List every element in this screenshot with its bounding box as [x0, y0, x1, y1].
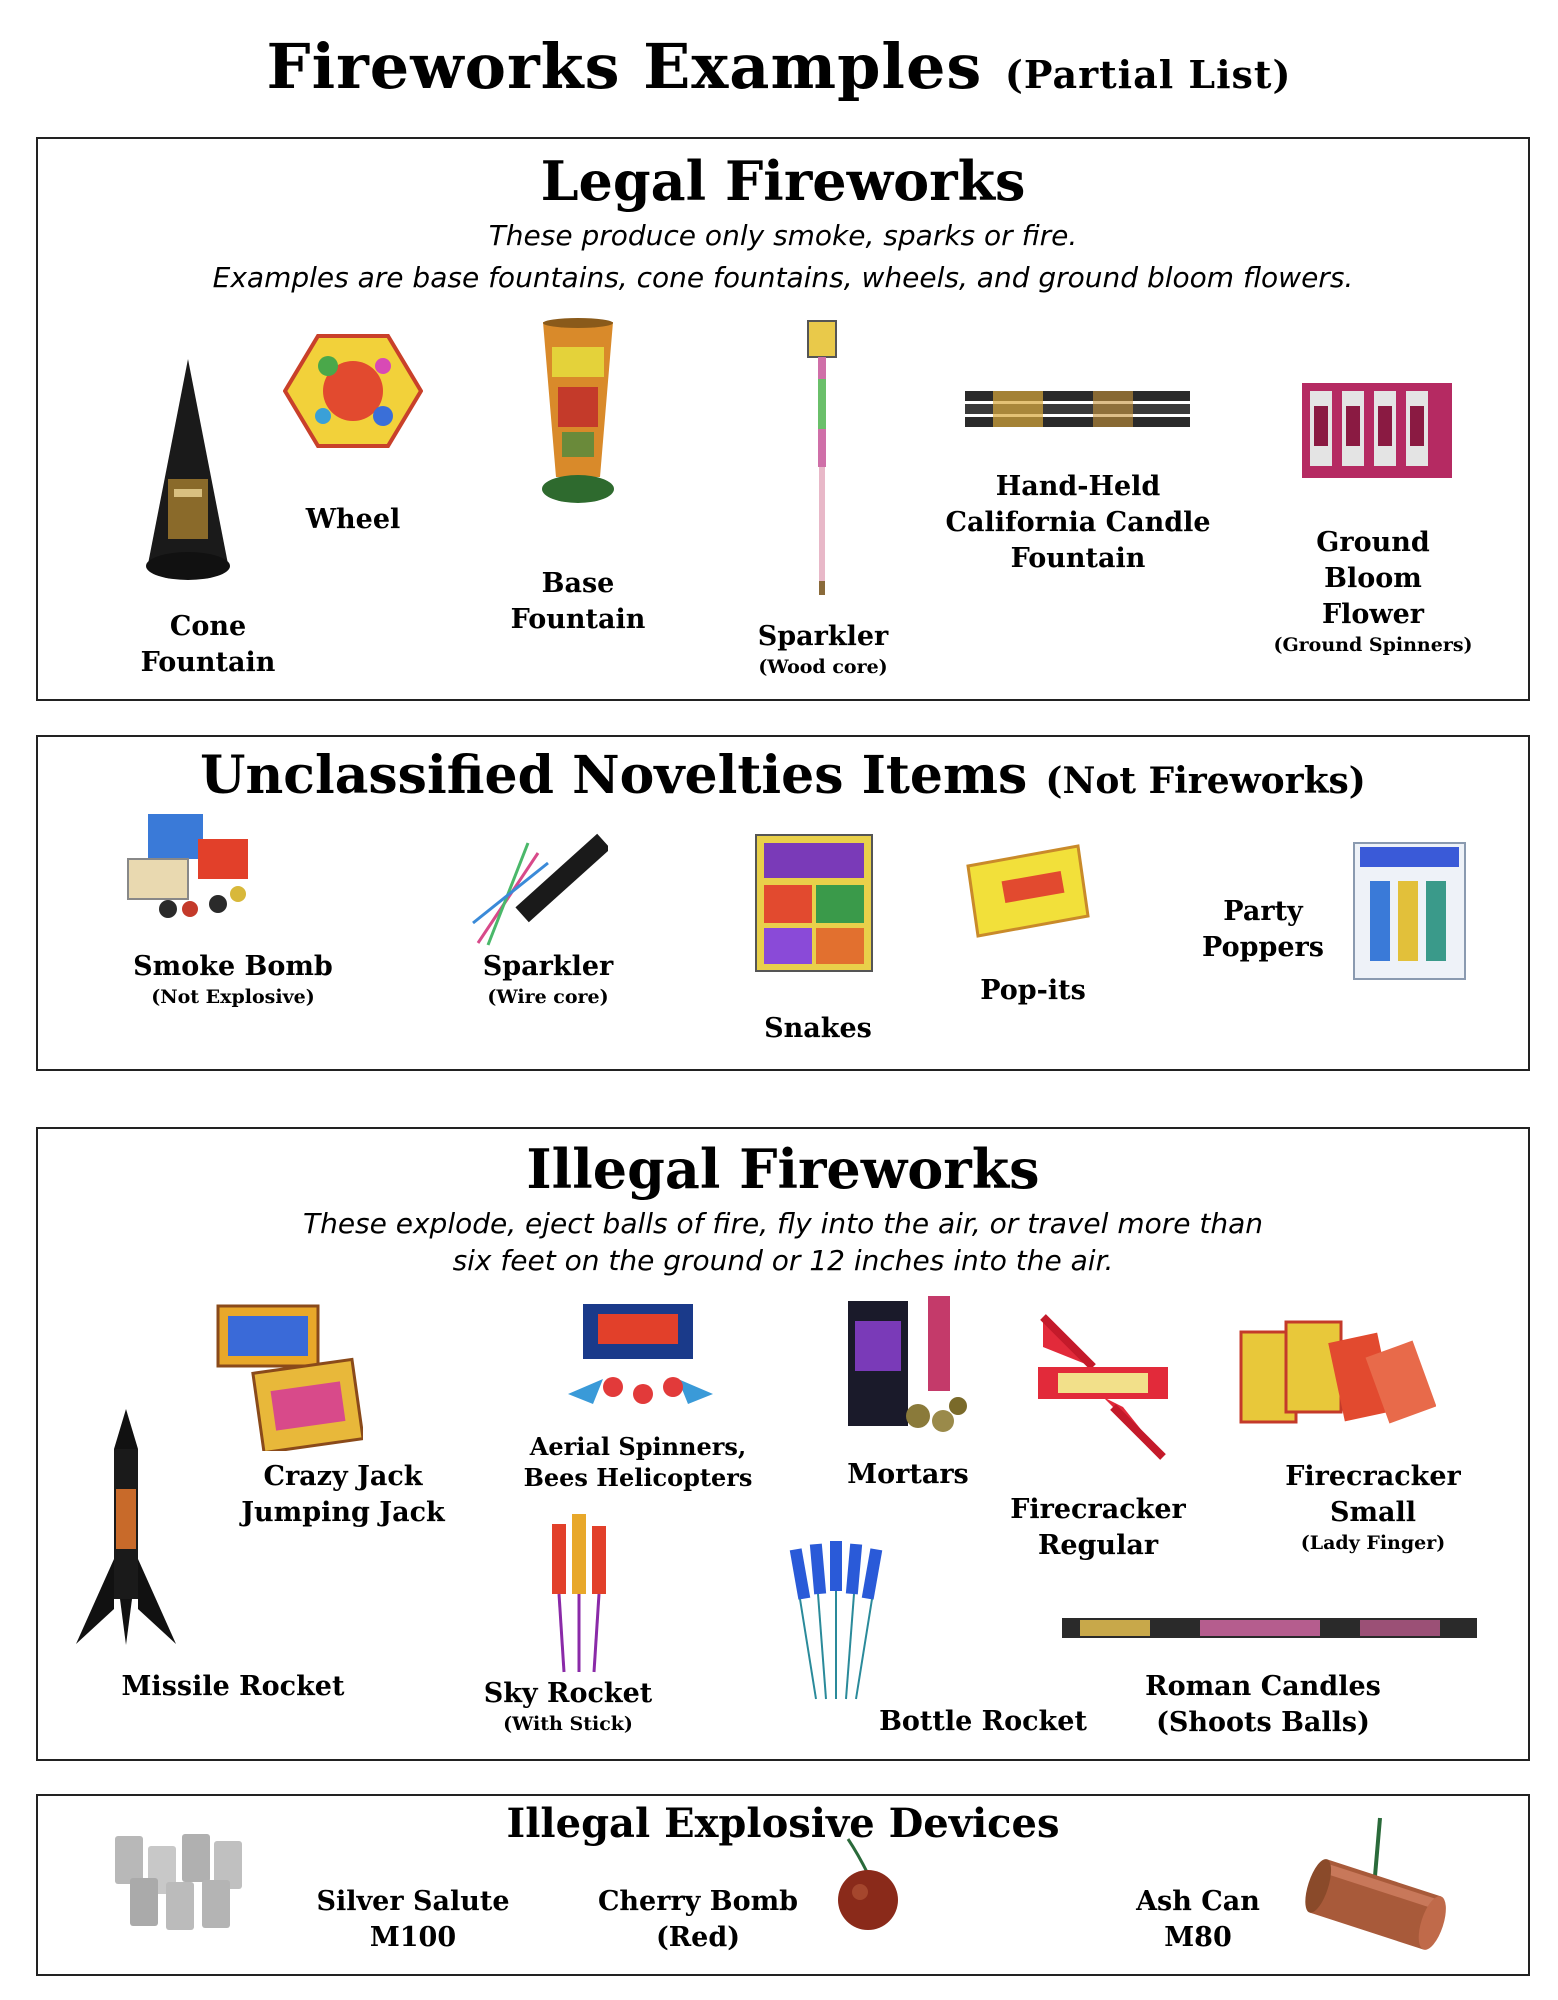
explosive-devices-section: [36, 1794, 1530, 1976]
candle-fountain-label: [938, 469, 1218, 577]
silver-salute-image: [110, 1816, 250, 1936]
firecracker-regular-label: [973, 1492, 1223, 1564]
aerial-spinners-image: [563, 1299, 723, 1409]
page-title-text: Fireworks Examples: [266, 30, 983, 103]
party-poppers-image: [1352, 841, 1467, 981]
cone-fountain-line1: Cone: [169, 611, 247, 642]
pop-its-label: Pop-its: [980, 975, 1086, 1006]
aerial-spinners-line1: Aerial Spinners,: [529, 1432, 747, 1461]
crazy-jack-line2: Jumping Jack: [241, 1497, 445, 1528]
firecracker-regular-line2: Regular: [1037, 1530, 1159, 1561]
sparkler-wood-label: [698, 619, 948, 679]
candle-fountain-image: [963, 387, 1193, 437]
aerial-spinners-line2: Bees Helicopters: [523, 1463, 753, 1492]
sparkler-wood-text: Sparkler: [757, 621, 889, 652]
legal-section-title: Legal Fireworks: [540, 149, 1026, 213]
firecracker-regular-image: [1023, 1307, 1183, 1467]
base-fountain-label: [468, 566, 688, 638]
illegal-desc-line1: These explode, eject balls of fire, fly into the air, or travel more than: [302, 1207, 1264, 1240]
candle-fountain-line2: California Candle: [945, 507, 1211, 538]
firecracker-small-note: (Lady Finger): [1300, 1532, 1446, 1554]
crazy-jack-label: [223, 1459, 463, 1531]
sparkler-wire-note: (Wire core): [487, 986, 609, 1008]
party-poppers-line2: Poppers: [1202, 932, 1324, 963]
roman-candles-image: [1060, 1614, 1480, 1644]
crazy-jack-image: [213, 1301, 363, 1451]
base-fountain-line1: Base: [541, 568, 615, 599]
page-title-note: (Partial List): [1004, 52, 1292, 97]
illegal-desc-line2: six feet on the ground or 12 inches into the air.: [452, 1244, 1114, 1277]
missile-rocket-image: [76, 1409, 176, 1649]
bottle-rocket-label: Bottle Rocket: [879, 1706, 1087, 1737]
sparkler-wood-image: [802, 319, 842, 599]
pop-its-image: [963, 841, 1093, 941]
roman-candles-line2: (Shoots Balls): [1156, 1707, 1370, 1738]
illegal-section-title: Illegal Fireworks: [526, 1137, 1040, 1201]
wheel-label: Wheel: [305, 504, 401, 535]
cone-fountain-label: [98, 609, 318, 681]
ground-bloom-line3: Flower: [1321, 599, 1425, 630]
cone-fountain-image: [128, 359, 248, 584]
explosive-section-title: Illegal Explosive Devices: [506, 1800, 1060, 1847]
smoke-bomb-label: [108, 949, 358, 1009]
silver-salute-label: [298, 1884, 528, 1956]
sparkler-wire-image: [468, 833, 608, 953]
candle-fountain-line3: Fountain: [1010, 543, 1146, 574]
ash-can-label: [1098, 1884, 1298, 1956]
firecracker-small-image: [1236, 1317, 1436, 1427]
legal-desc-line2: Examples are base fountains, cone fountains, wheels, and ground bloom flowers.: [212, 261, 1354, 294]
aerial-spinners-label: [488, 1431, 788, 1493]
party-poppers-label: [1168, 894, 1358, 966]
crazy-jack-line1: Crazy Jack: [263, 1461, 423, 1492]
novelties-section: [36, 735, 1530, 1071]
ground-bloom-label: [1238, 525, 1508, 657]
bottle-rocket-image: [786, 1539, 896, 1704]
wheel-image: [283, 331, 423, 451]
cone-fountain-line2: Fountain: [140, 647, 276, 678]
novelties-title-note: (Not Fireworks): [1045, 760, 1366, 802]
sky-rocket-label: [438, 1676, 698, 1736]
base-fountain-line2: Fountain: [510, 604, 646, 635]
mortars-label: Mortars: [847, 1459, 969, 1490]
firecracker-regular-line1: Firecracker: [1010, 1494, 1186, 1525]
smoke-bomb-text: Smoke Bomb: [133, 951, 333, 982]
roman-candles-line1: Roman Candles: [1145, 1671, 1381, 1702]
base-fountain-image: [538, 317, 618, 512]
illegal-fireworks-section: [36, 1127, 1530, 1761]
ground-bloom-image: [1300, 381, 1455, 481]
cherry-bomb-label: [578, 1884, 818, 1956]
silver-salute-line2: M100: [369, 1922, 457, 1953]
sky-rocket-note: (With Stick): [503, 1713, 633, 1735]
legal-fireworks-section: [36, 137, 1530, 701]
novelties-title-text: Unclassified Novelties Items: [200, 745, 1028, 806]
firecracker-small-line1: Firecracker: [1285, 1461, 1461, 1492]
sky-rocket-text: Sky Rocket: [483, 1678, 653, 1709]
firecracker-small-label: [1238, 1459, 1508, 1555]
roman-candles-label: [1108, 1669, 1418, 1741]
sparkler-wire-label: [448, 949, 648, 1009]
legal-desc-line1: These produce only smoke, sparks or fire.: [488, 219, 1078, 252]
candle-fountain-line1: Hand-Held: [995, 471, 1161, 502]
ground-bloom-note: (Ground Spinners): [1273, 634, 1473, 656]
ground-bloom-line1: Ground: [1316, 527, 1430, 558]
sparkler-wood-note: (Wood core): [758, 656, 888, 678]
firecracker-small-line2: Small: [1329, 1497, 1417, 1528]
ash-can-line1: Ash Can: [1136, 1886, 1260, 1917]
smoke-bomb-note: (Not Explosive): [151, 986, 315, 1008]
snakes-image: [754, 833, 874, 973]
cherry-bomb-image: [828, 1834, 908, 1934]
silver-salute-line1: Silver Salute: [316, 1886, 510, 1917]
page-title: [0, 30, 1558, 103]
smoke-bomb-image: [118, 809, 278, 924]
cherry-bomb-line1: Cherry Bomb: [597, 1886, 799, 1917]
mortars-image: [843, 1291, 968, 1441]
ground-bloom-line2: Bloom: [1324, 563, 1422, 594]
sparkler-wire-text: Sparkler: [482, 951, 614, 982]
ash-can-image: [1300, 1816, 1460, 1956]
missile-rocket-label: Missile Rocket: [121, 1671, 345, 1702]
snakes-label: Snakes: [764, 1013, 872, 1044]
ash-can-line2: M80: [1164, 1922, 1232, 1953]
cherry-bomb-line2: (Red): [655, 1922, 741, 1953]
sky-rocket-image: [544, 1514, 614, 1674]
novelties-section-title: [38, 745, 1528, 806]
party-poppers-line1: Party: [1223, 896, 1303, 927]
